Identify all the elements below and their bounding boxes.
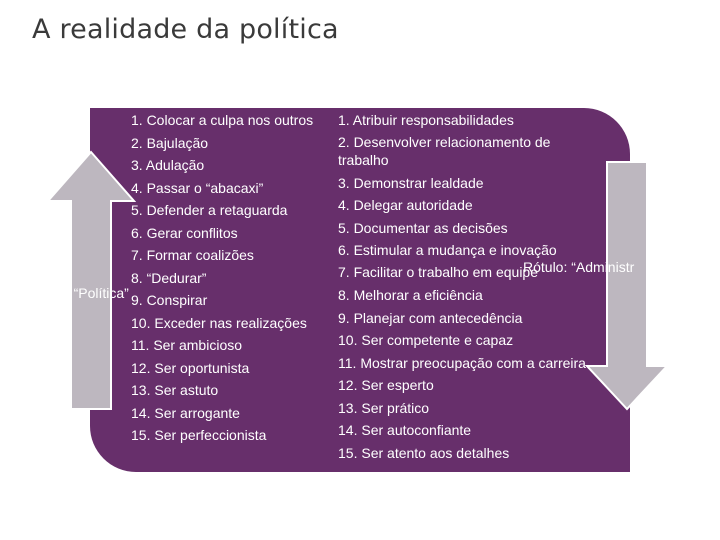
list-item: 2. Bajulação (131, 134, 209, 151)
list-item: 5. Defender a retaguarda (131, 202, 288, 218)
list-item: 14. Ser autoconfiante (338, 422, 472, 438)
list-item: 12. Ser esperto (338, 377, 434, 393)
list-item: 4. Passar o “abacaxi” (131, 179, 264, 196)
right-column-label: Rótulo: “Administr (523, 259, 635, 275)
list-item: 15. Ser perfeccionista (131, 427, 267, 443)
list-item: 7. Facilitar o trabalho em equipe (338, 264, 538, 280)
list-item: 1. Atribuir responsabilidades (338, 112, 514, 128)
arrow-down-icon (585, 160, 669, 412)
slide-title: A realidade da política (32, 14, 339, 45)
arrow-up-icon (46, 150, 136, 412)
list-item: 15. Ser atento aos detalhes (338, 445, 510, 461)
list-item: trabalho (338, 152, 389, 168)
list-item: 2. Desenvolver relacionamento de (338, 134, 551, 150)
list-item: 9. Conspirar (131, 292, 208, 308)
list-item: 9. Planejar com antecedência (338, 310, 523, 326)
list-item: 3. Adulação (131, 157, 205, 173)
list-item: 4. Delegar autoridade (338, 197, 473, 213)
list-item: 3. Demonstrar lealdade (338, 175, 484, 191)
list-item: 11. Mostrar preocupação com a carreira (338, 355, 586, 371)
list-item: 6. Gerar conflitos (131, 224, 238, 241)
list-item: 12. Ser oportunista (131, 359, 250, 376)
list-item: 6. Estimular a mudança e inovação (338, 242, 557, 258)
list-item: 11. Ser ambicioso (131, 337, 243, 353)
list-item: 13. Ser prático (338, 400, 430, 416)
list-item: 1. Colocar a culpa nos outros (131, 112, 314, 128)
list-item: 10. Exceder nas realizações (131, 314, 307, 331)
list-item: 13. Ser astuto (131, 382, 219, 398)
list-item: 10. Ser competente e capaz (338, 332, 514, 348)
list-item: 5. Documentar as decisões (338, 220, 508, 236)
list-item: 8. Melhorar a eficiência (338, 287, 483, 303)
list-item: 14. Ser arrogante (131, 404, 240, 421)
list-item: 7. Formar coalizões (131, 247, 254, 263)
left-column-label: o: “Política” (58, 285, 129, 301)
list-item: 8. “Dedurar” (131, 269, 207, 286)
